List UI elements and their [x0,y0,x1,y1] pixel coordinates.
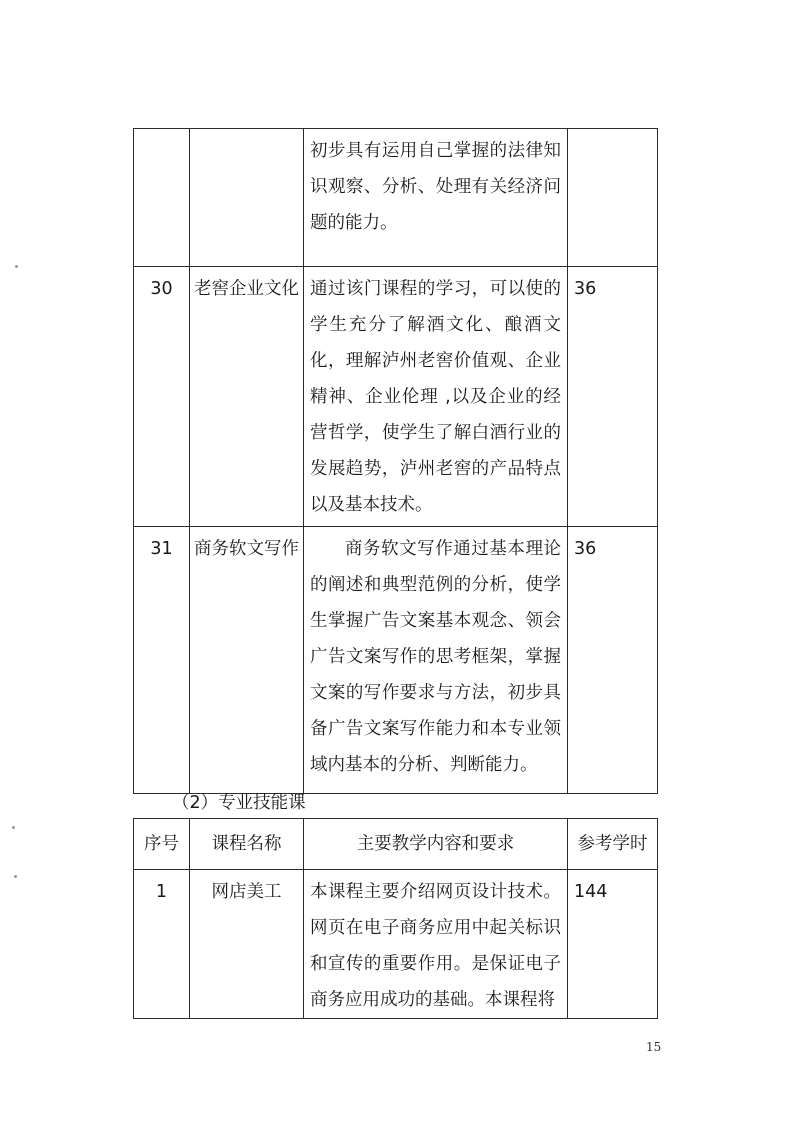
section-heading: （2）专业技能课 [172,793,306,813]
table-row [134,870,658,1019]
table-row [134,527,658,794]
header-course-name: 课程名称 [190,819,304,870]
course-table-continued [133,128,658,794]
table-row [134,267,658,527]
page-number: 15 [646,1040,662,1054]
course-hours-cell: 144 [568,870,658,1019]
header-hours: 参考学时 [568,819,658,870]
course-description-cell: 商务软文写作通过基本理论的阐述和典型范例的分析，使学生掌握广告文案基本观念、领会广告文案写作的思考框架，掌握文案的写作要求与方法，初步具备广告文案写作能力和本专业领域内基本的分析、判断能力。 [304,527,568,794]
scan-speck [14,875,17,878]
course-number-cell: 30 [134,267,190,527]
course-number-cell: 1 [134,870,190,1019]
course-hours-cell: 36 [568,527,658,794]
skills-course-table [133,818,658,1019]
course-hours-cell: 36 [568,267,658,527]
course-name-cell: 老窖企业文化 [190,267,304,527]
course-description-cell: 初步具有运用自己掌握的法律知识观察、分析、处理有关经济问题的能力。 [304,129,568,267]
course-name-cell: 网店美工 [190,870,304,1019]
course-name-cell: 商务软文写作 [190,527,304,794]
scan-speck [15,265,18,268]
table-header-row [134,819,658,870]
scan-speck [12,826,15,829]
header-number: 序号 [134,819,190,870]
course-number-cell [134,129,190,267]
header-content: 主要教学内容和要求 [304,819,568,870]
course-description-cell: 本课程主要介绍网页设计技术。网页在电子商务应用中起关标识和宣传的重要作用。是保证电子商务应用成功的基础。本课程将 [304,870,568,1019]
course-number-cell: 31 [134,527,190,794]
table-row [134,129,658,267]
course-name-cell [190,129,304,267]
course-hours-cell [568,129,658,267]
course-description-cell: 通过该门课程的学习，可以使的学生充分了解酒文化、酿酒文化，理解泸州老窖价值观、企业精神、企业伦理 ,以及企业的经营哲学，使学生了解白酒行业的发展趋势，泸州老窖的产品特点以及基本技术。 [304,267,568,527]
